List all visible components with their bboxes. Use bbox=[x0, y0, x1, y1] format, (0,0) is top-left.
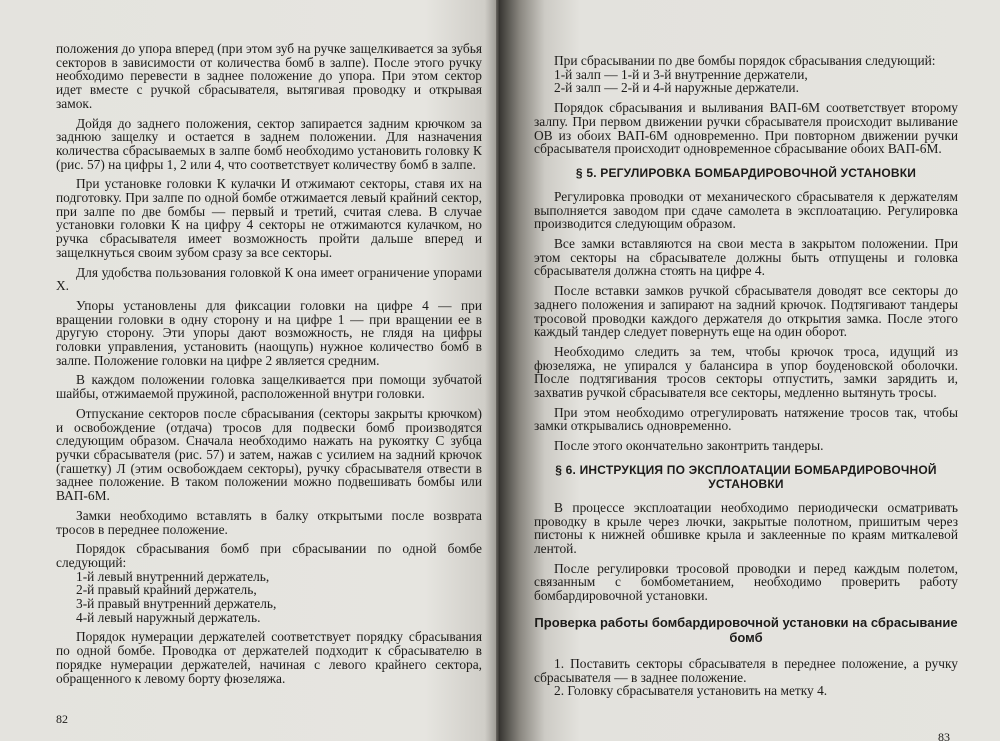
right-paragraphs-b bbox=[534, 190, 958, 453]
list-item: 1-й залп — 1-й и 3-й внутренние держатели, bbox=[554, 66, 808, 82]
paragraph: 2. Головку сбрасывателя установить на метку 4. bbox=[554, 683, 828, 699]
list-item: 4-й левый наружный держатель. bbox=[76, 609, 261, 625]
right-paragraphs-a bbox=[534, 54, 958, 156]
paragraph: После этого окончательно законтрить тандеры. bbox=[554, 438, 824, 454]
paragraph: При установке головки К кулачки И отжимают секторы, ставя их на подготовку. При залпе по одной бомбе отжимается левый крайний сектор, при залпе по две бомбы — первый и третий, считая слева. В случае установки головки К на цифру 4 секторы не отжимаются кулачком, но ручка сбрасывателя имеет возможность пройти дальше вперед и защелкнуться своим зубом сразу за все секторы. bbox=[56, 176, 482, 260]
right-page bbox=[500, 0, 1000, 741]
list-item: 2-й правый крайний держатель, bbox=[76, 582, 257, 598]
left-page-text bbox=[56, 42, 482, 691]
paragraph: Все замки вставляются на свои места в закрытом положении. При этом секторы на сбрасывателе должны быть отпущены и головка сбрасывателя должна стоять на цифре 4. bbox=[534, 236, 958, 279]
paragraph: Порядок нумерации держателей соответствует порядку сбрасывания по одной бомбе. Проводка от держателей подходит к сбрасывателю в порядке нумерации держателей, начиная с левого крайнего сектора, обращенного к левому борту фюзеляжа. bbox=[56, 629, 482, 686]
paragraph: Порядок сбрасывания бомб при сбрасывании по одной бомбе следующий: bbox=[56, 541, 482, 570]
paragraph: Порядок сбрасывания и выливания ВАП-6М соответствует второму залпу. При первом движении ручки сбрасывателя происходит выливание ОВ из обоих ВАП-6М одновременно. При повторном движении ручки сбрасывателя происходит одновременное сбрасывание обоих ВАП-6М. bbox=[534, 100, 958, 157]
paragraph: Для удобства пользования головкой К она имеет ограничение упорами Х. bbox=[56, 264, 482, 294]
subsection-title: Проверка работы бомбардировочной установки на сбрасывание бомб bbox=[534, 614, 958, 645]
paragraph: положения до упора вперед (при этом зуб на ручке защелкивается за зубья секторов в зависимости от количества бомб в залпе). После этого ручку необходимо перевести в заднее положение до упора. При этом сектор идет вместе с ручкой сбрасывателя, вытягивая проводку и открывая замок. bbox=[56, 41, 482, 111]
paragraph: После регулировки тросовой проводки и перед каждым полетом, связанным с бомбометанием, необходимо проверить работу бомбардировочной установки. bbox=[534, 560, 958, 604]
list-item: 1-й левый внутренний держатель, bbox=[76, 568, 270, 584]
paragraph: При этом необходимо отрегулировать натяжение тросов так, чтобы замки открывались одновременно. bbox=[534, 404, 958, 434]
paragraph: В каждом положении головка защелкивается при помощи зубчатой шайбы, отжимаемой пружиной, расположенной внутри головки. bbox=[56, 372, 482, 402]
list-item: 2-й залп — 2-й и 4-й наружные держатели. bbox=[554, 80, 799, 96]
section-6-title: § 6. ИНСТРУКЦИЯ ПО ЭКСПЛОАТАЦИИ БОМБАРДИРОВОЧНОЙ УСТАНОВКИ bbox=[555, 462, 937, 491]
paragraph: Необходимо следить за тем, чтобы крючок троса, идущий из фюзеляжа, не упирался у балансира в упор боуденовской оболочки. После подтягивания тросов секторы отпустить, замки зарядить и, захватив ручкой сбрасывателя все секторы, медленно вытянуть тросы. bbox=[534, 343, 958, 401]
paragraph: Дойдя до заднего положения, сектор запирается задним крючком за заднюю защелку и остается в заднем положении. Для назначения количества сбрасываемых в залпе бомб необходимо установить головку К (рис. 57) на цифры 1, 2 или 4, что соответствует количеству бомб в залпе. bbox=[56, 115, 482, 172]
paragraph: 1. Поставить секторы сбрасывателя в переднее положение, а ручку сбрасывателя — в заднее положение. bbox=[534, 655, 958, 685]
paragraph: Регулировка проводки от механического сбрасывателя к держателям выполняется заводом при сдаче самолета в эксплоатацию. Регулировка производится следующим образом. bbox=[534, 188, 958, 232]
right-page-text bbox=[534, 54, 958, 704]
paragraph: При сбрасывании по две бомбы порядок сбрасывания следующий: bbox=[554, 53, 936, 68]
paragraph: После вставки замков ручкой сбрасывателя доводят все секторы до заднего положения и запирают на задний крючок. Подтягивают тандеры тросовой проводки каждого держателя до открытия замка. После этого каждый тандер следует повернуть еще на один оборот. bbox=[534, 283, 958, 340]
paragraph: Отпускание секторов после сбрасывания (секторы закрыты крючком) и освобождение (отдача) тросов для подвески бомб производятся следующим образом. Сначала необходимо нажать на рукоятку С зубца ручки сбрасывателя (рис. 57) и затем, нажав с усилием на задний крючок (гашетку) Л (этим освобождаем секторы), ручку сбрасывателя отвести в заднее положение. В таком положении можно подвешивать бомбы или ВАП-6М. bbox=[56, 405, 482, 504]
section-5-title: § 5. РЕГУЛИРОВКА БОМБАРДИРОВОЧНОЙ УСТАНОВКИ bbox=[575, 165, 917, 180]
left-page-number: 82 bbox=[56, 712, 68, 726]
book-spine bbox=[496, 0, 500, 741]
right-page-number: 83 bbox=[938, 730, 950, 741]
paragraph: Упоры установлены для фиксации головки на цифре 4 — при вращении головки в одну сторону и на цифре 1 — при вращении ее в другую сторону. Эти упоры дают возможность, не глядя на цифры головки управления, установить (наощупь) нужное количество бомб в залпе. Положение головки на цифре 2 является средним. bbox=[56, 297, 482, 368]
list-item: 3-й правый внутренний держатель, bbox=[76, 596, 277, 612]
right-paragraphs-c bbox=[534, 501, 958, 603]
right-paragraphs-d bbox=[534, 657, 958, 698]
paragraph: Замки необходимо вставлять в балку открытыми после возврата тросов в переднее положение. bbox=[56, 507, 482, 537]
paragraph: В процессе эксплоатации необходимо периодически осматривать проводку в крыле через лючки, закрытые полотном, пришитым через пистоны к нижней обшивке крыла и заклеенные по краям миткалевой лентой. bbox=[534, 499, 958, 556]
